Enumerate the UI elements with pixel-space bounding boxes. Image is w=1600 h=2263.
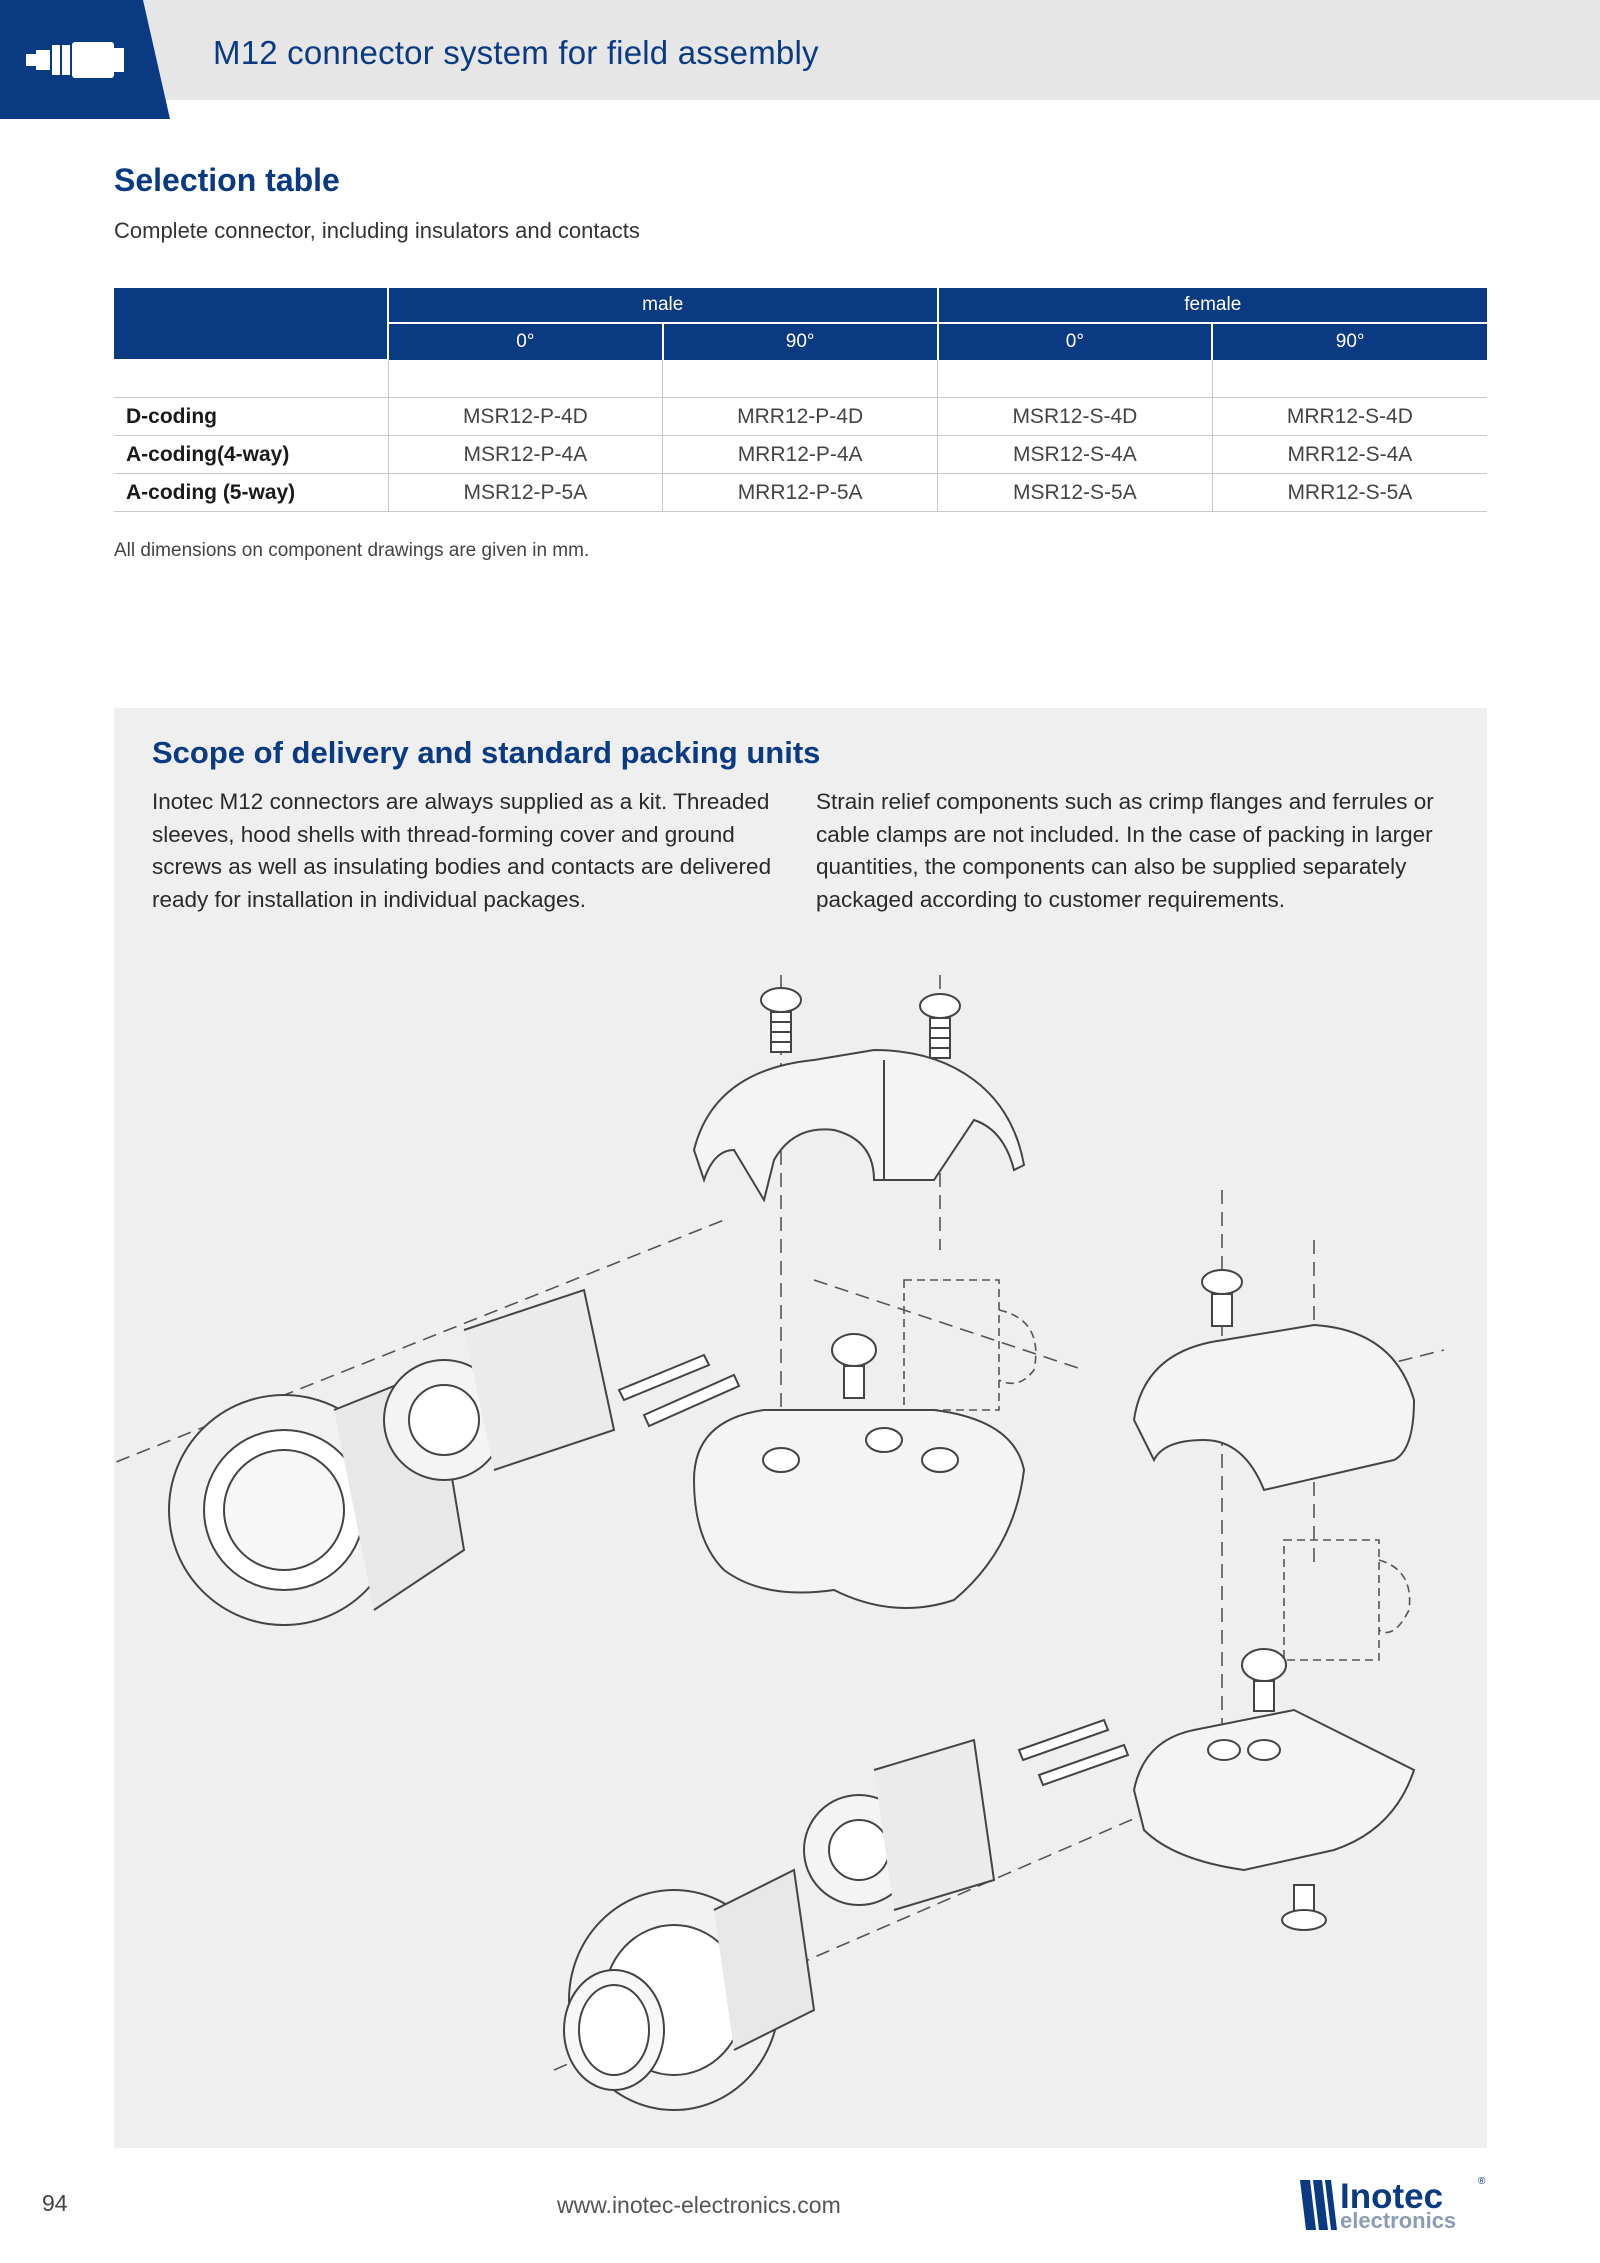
- screw-icon: [1282, 1885, 1326, 1930]
- table-cell: MRR12-P-5A: [663, 474, 938, 512]
- insulator-body: [384, 1290, 614, 1480]
- website-link[interactable]: www.inotec-electronics.com: [557, 2192, 841, 2218]
- svg-text:electronics: electronics: [1340, 2208, 1457, 2233]
- table-cell: MSR12-S-4D: [938, 398, 1213, 436]
- svg-text:®: ®: [1478, 2176, 1486, 2187]
- table-cell: MRR12-S-5A: [1212, 474, 1487, 512]
- angle-header: 90°: [1212, 323, 1487, 360]
- connector-icon: [22, 30, 132, 90]
- dimensions-note: All dimensions on component drawings are given in mm.: [114, 540, 590, 561]
- table-cell: MRR12-S-4D: [1212, 398, 1487, 436]
- scope-title: Scope of delivery and standard packing units: [152, 735, 821, 770]
- row-label: A-coding (5-way): [114, 474, 388, 512]
- table-cell: MSR12-S-4A: [938, 436, 1213, 474]
- group-male: male: [388, 288, 938, 323]
- screw-icon: [1242, 1649, 1286, 1711]
- row-label: A-coding(4-way): [114, 436, 388, 474]
- table-cell: MRR12-P-4D: [663, 398, 938, 436]
- page-header-title: M12 connector system for field assembly: [213, 34, 819, 71]
- hood-shell-top: [694, 1050, 1024, 1200]
- row-label: D-coding: [114, 398, 388, 436]
- table-cell: MRR12-P-4A: [663, 436, 938, 474]
- table-row-spacer: [114, 360, 1487, 398]
- selection-table-title: Selection table: [114, 162, 340, 198]
- screw-icon: [832, 1334, 876, 1398]
- group-female: female: [938, 288, 1488, 323]
- screw-icon: [1202, 1270, 1242, 1326]
- insulator-body: [804, 1740, 994, 1910]
- contacts: [619, 1355, 739, 1426]
- angle-header: 90°: [663, 323, 938, 360]
- table-row: [114, 474, 1487, 512]
- threaded-plug: [564, 1970, 664, 2090]
- table-cell: MSR12-P-5A: [388, 474, 663, 512]
- svg-text:Inotec: Inotec: [1340, 2177, 1444, 2216]
- insulator: [1284, 1540, 1410, 1660]
- table-row: [114, 436, 1487, 474]
- hood-shell-right: [1134, 1325, 1414, 1490]
- exploded-assembly-drawing: [114, 950, 1487, 2140]
- screw-icon: [920, 994, 960, 1058]
- table-cell: MSR12-P-4D: [388, 398, 663, 436]
- scope-text-right: Strain relief components such as crimp flanges and ferrules or cable clamps are not included. In the case of packing in larger quantities, the components can also be supplied separately packaged according to customer requirements.: [816, 789, 1434, 912]
- table-cell: MSR12-P-4A: [388, 436, 663, 474]
- contacts: [1019, 1720, 1128, 1785]
- page-number: 94: [42, 2190, 68, 2216]
- table-cell: MRR12-S-4A: [1212, 436, 1487, 474]
- table-cell: MSR12-S-5A: [938, 474, 1213, 512]
- angle-header: 0°: [938, 323, 1213, 360]
- insulator: [904, 1280, 1036, 1410]
- screw-icon: [761, 988, 801, 1052]
- table-corner: [114, 288, 388, 360]
- inotec-logo: [1300, 2172, 1490, 2234]
- angle-header: 0°: [388, 323, 663, 360]
- hood-shell-angled: [1134, 1710, 1414, 1870]
- hood-shell-bottom: [694, 1410, 1024, 1608]
- selection-table: [114, 288, 1487, 512]
- scope-text-left: Inotec M12 connectors are always supplied as a kit. Threaded sleeves, hood shells with thread-forming cover and ground screws as well as insulating bodies and contacts are delivered ready for installation in individual packages.: [152, 789, 772, 912]
- selection-table-subtitle: Complete connector, including insulators and contacts: [114, 218, 640, 243]
- table-row: [114, 398, 1487, 436]
